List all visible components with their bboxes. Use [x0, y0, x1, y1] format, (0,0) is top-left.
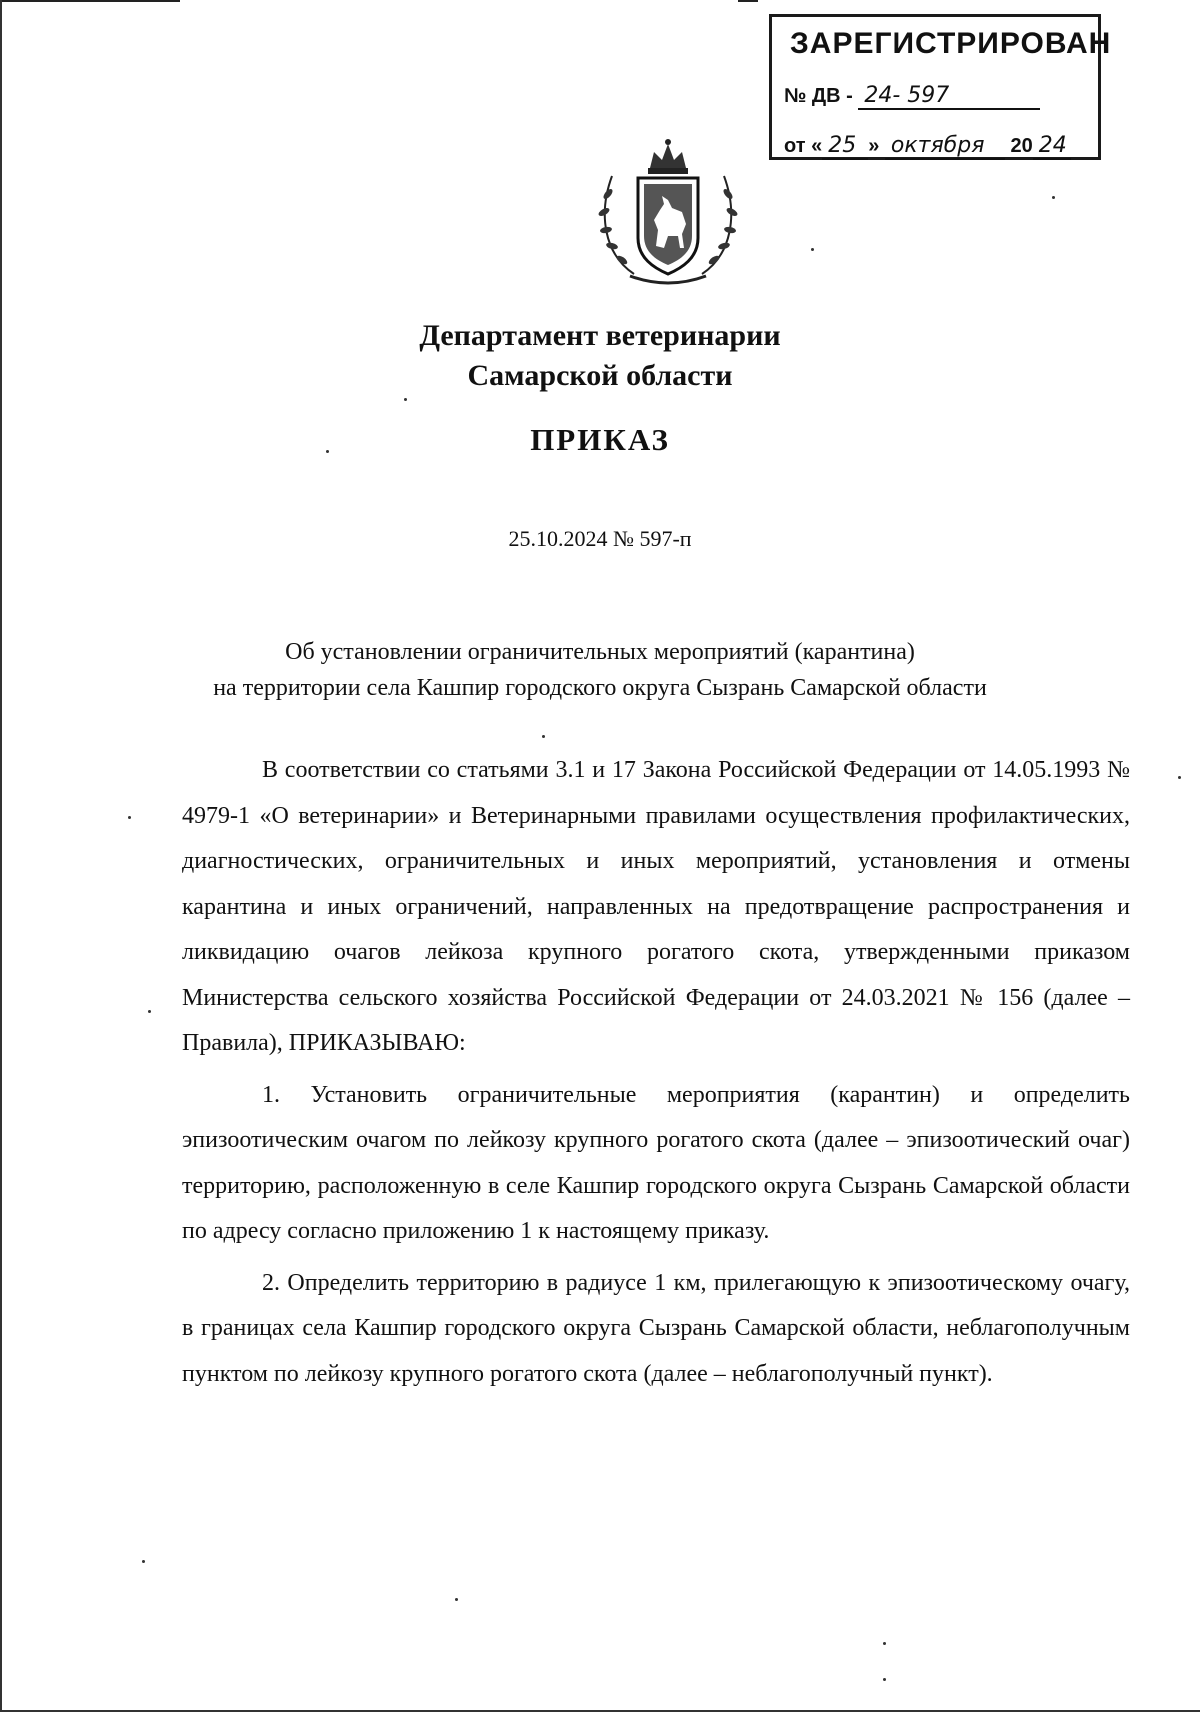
scan-speck [883, 1678, 886, 1681]
stamp-date-mid: » [868, 135, 880, 157]
scan-speck [1052, 196, 1055, 199]
stamp-date-prefix: от « [784, 135, 823, 157]
stamp-number-value: 24- 597 [858, 83, 1040, 110]
stamp-date-day: 25 [822, 133, 868, 160]
scan-speck [811, 248, 814, 251]
scan-speck [326, 450, 329, 453]
document-type: ПРИКАЗ [530, 422, 670, 457]
subject-line-1: Об установлении ограничительных мероприятий (карантина) [285, 639, 915, 665]
stamp-number-label: № ДВ - [784, 85, 853, 107]
document-subject [0, 634, 1200, 706]
document-date-number: 25.10.2024 № 597-п [508, 526, 692, 551]
registration-stamp [769, 14, 1112, 160]
preamble-paragraph: В соответствии со статьями 3.1 и 17 Закона Российской Федерации от 14.05.1993 № 4979-1 «О ветеринарии» и Ветеринарными правилами осуществления профилактических, диагностических, ограничительных и иных мероприятий, установления и отмены карантина и иных ограничений, направленных на предотвращение распространения и ликвидацию очагов лейкоза крупного рогатого скота, утвержденными приказом Министерства сельского хозяйства Российской Федерации от 24.03.2021 № 156 (далее – Правила), ПРИКАЗЫВАЮ: [182, 757, 1130, 1056]
scan-edge-top [0, 0, 180, 2]
org-line-1: Департамент ветеринарии [419, 319, 781, 352]
stamp-date-row [784, 133, 1071, 160]
stamp-title: ЗАРЕГИСТРИРОВАН [790, 27, 1112, 60]
scan-speck [142, 1560, 145, 1563]
scan-speck [883, 1642, 886, 1645]
scan-speck [542, 735, 545, 738]
org-line-2: Самарской области [467, 359, 733, 392]
order-item-1: 1. Установить ограничительные мероприятия (карантин) и определить эпизоотическим очагом по лейкозу крупного рогатого скота (далее – эпизоотический очаг) территорию, расположенную в селе Кашпир городского округа Сызрань Самарской области по адресу согласно приложению 1 к настоящему приказу. [182, 1081, 1130, 1244]
scan-speck [404, 398, 407, 401]
scan-edge-mark [738, 0, 758, 2]
scan-speck [1178, 776, 1181, 779]
stamp-number-row [784, 83, 1040, 110]
stamp-date-month: октября [885, 133, 1005, 160]
scan-edge-left [0, 0, 2, 1712]
samara-coat-of-arms-icon [594, 134, 742, 286]
stamp-date-year-suffix: 24 [1033, 133, 1071, 160]
scan-speck [128, 816, 131, 819]
stamp-date-year-prefix: 20 [1010, 135, 1033, 157]
scan-speck [148, 1010, 151, 1013]
organization-name [0, 316, 1200, 396]
order-item-2: 2. Определить территорию в радиусе 1 км, прилегающую к эпизоотическому очагу, в границах села Кашпир городского округа Сызрань Самарской области, неблагополучным пунктом по лейкозу крупного рогатого скота (далее – неблагополучный пункт). [182, 1269, 1130, 1387]
scan-speck [455, 1598, 458, 1601]
document-body [182, 748, 1130, 1403]
subject-line-2: на территории села Кашпир городского округа Сызрань Самарской области [213, 675, 987, 701]
